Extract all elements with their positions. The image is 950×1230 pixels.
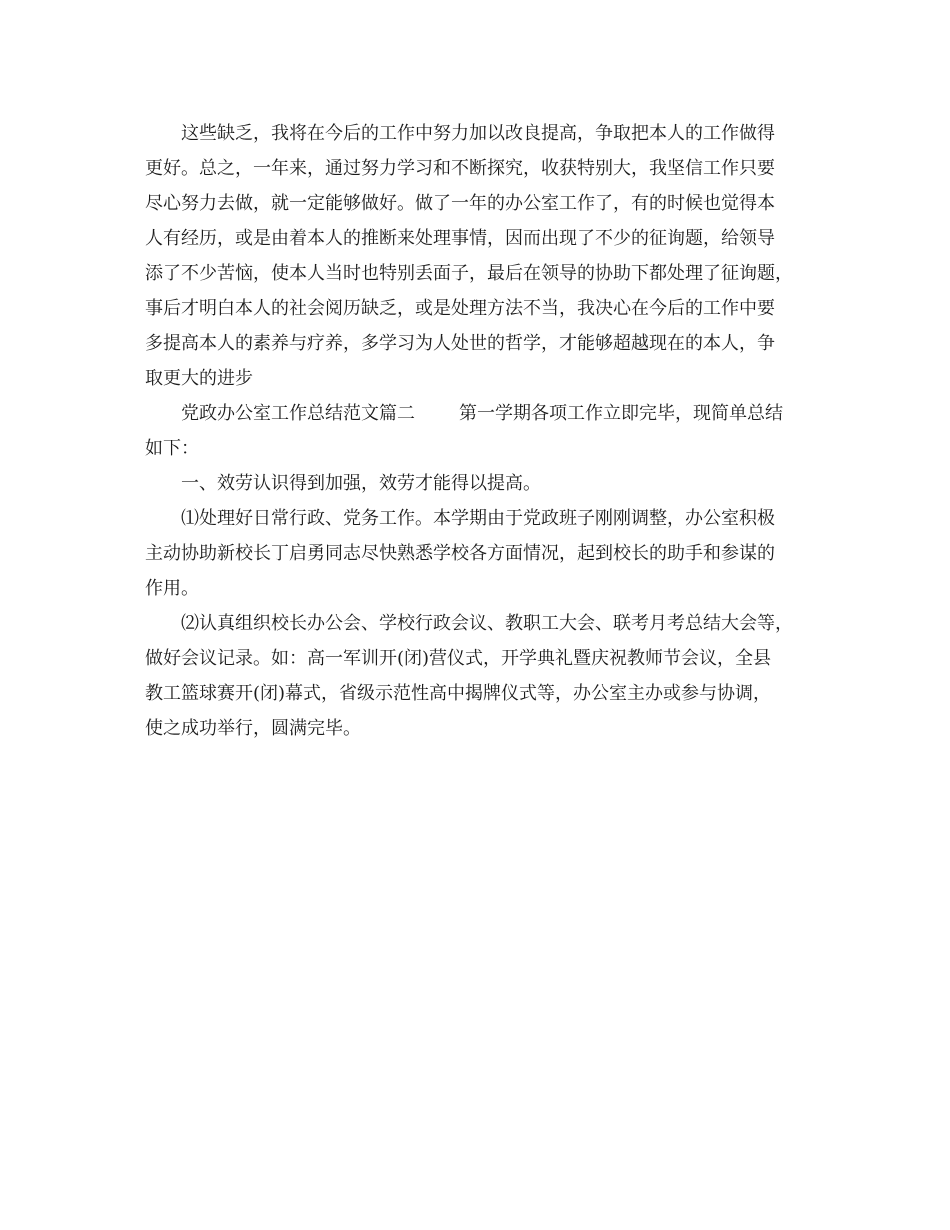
paragraph-1-line-4: 人有经历，或是由着本人的推断来处理事情，因而出现了不少的征询题，给领导 xyxy=(145,228,775,249)
paragraph-1-line-1: 这些缺乏，我将在今后的工作中努力加以改良提高，争取把本人的工作做得 xyxy=(181,123,775,144)
document-body xyxy=(145,116,815,746)
paragraph-1-line-5: 添了不少苦恼，使本人当时也特别丢面子，最后在领导的协助下都处理了征询题， xyxy=(145,263,793,284)
paragraph-5-line-1: ⑵认真组织校长办公会、学校行政会议、教职工大会、联考月考总结大会等， xyxy=(181,613,793,634)
paragraph-4-line-1: ⑴处理好日常行政、党务工作。本学期由于党政班子刚刚调整，办公室积极 xyxy=(181,508,775,529)
section-title: 党政办公室工作总结范文篇二 xyxy=(181,403,415,424)
paragraph-1-line-2: 更好。总之，一年来，通过努力学习和不断探究，收获特别大，我坚信工作只要 xyxy=(145,158,775,179)
paragraph-1-line-7: 多提高本人的素养与疗养，多学习为人处世的哲学，才能够超越现在的本人，争 xyxy=(145,333,775,354)
paragraph-5-line-3: 教工篮球赛开(闭)幕式，省级示范性高中揭牌仪式等，办公室主办或参与协调， xyxy=(145,683,772,704)
paragraph-1-line-8: 取更大的进步 xyxy=(145,368,253,389)
paragraph-4-line-2: 主动协助新校长丁启勇同志尽快熟悉学校各方面情况，起到校长的助手和参谋的 xyxy=(145,543,775,564)
paragraph-2-text: 第一学期各项工作立即完毕，现简单总结 xyxy=(459,403,783,424)
paragraph-4-line-3: 作用。 xyxy=(145,578,199,599)
paragraph-1-line-3: 尽心努力去做，就一定能够做好。做了一年的办公室工作了，有的时候也觉得本 xyxy=(145,193,775,214)
paragraph-2-line-2: 如下： xyxy=(145,438,199,459)
paragraph-5-line-4: 使之成功举行，圆满完毕。 xyxy=(145,718,361,739)
paragraph-1-line-6: 事后才明白本人的社会阅历缺乏，或是处理方法不当，我决心在今后的工作中要 xyxy=(145,298,775,319)
paragraph-3-line-1: 一、效劳认识得到加强，效劳才能得以提高。 xyxy=(181,473,541,494)
paragraph-5-line-2: 做好会议记录。如：高一军训开(闭)营仪式，开学典礼暨庆祝教师节会议，全县 xyxy=(145,648,772,669)
paragraph-2-line-1 xyxy=(145,396,815,431)
